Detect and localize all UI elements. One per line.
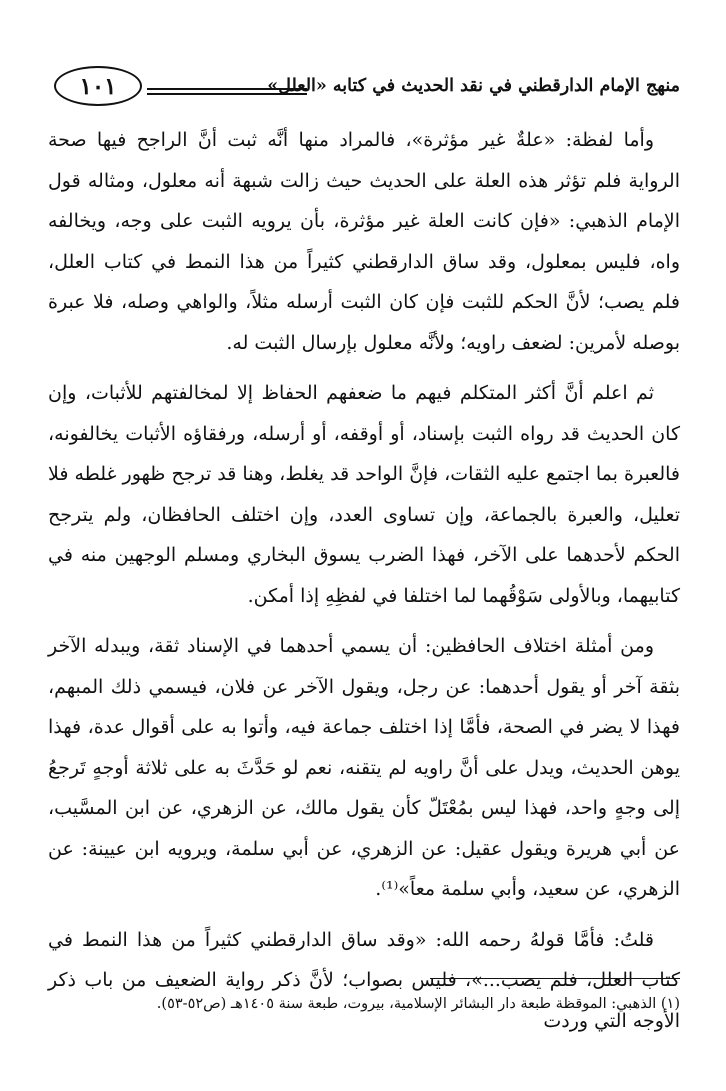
paragraph: ومن أمثلة اختلاف الحافظين: أن يسمي أحدهما في الإسناد ثقة، ويبدله الآخر بثقة آخر أو يقول أحدهما: عن رجل، ويقول الآخر عن فلان، فيسمي ذلك المبهم، فهذا لا يضر في الصحة، فأمَّا إذا اختلف جماعة فيه، وأتوا به على أقوال عدة، فهذا يوهن الحديث، ويدل على أنَّ راويه لم يتقنه، نعم لو حَدَّثَ به على ثلاثة أوجهٍ تَرجعُ إلى وجهٍ واحد، فهذا ليس بمُعْتَلّ كأن يقول مالك، عن الزهري، عن ابن المسَّيب، عن أبي هريرة ويقول عقيل: عن الزهري، عن أبي سلمة، ويرويه ابن عيينة: عن الزهري، عن سعيد، وأبي سلمة معاً»⁽¹⁾. (48, 635, 680, 900)
page-number: ١٠١ (54, 66, 142, 106)
paragraph: ثم اعلم أنَّ أكثر المتكلم فيهم ما ضعفهم الحفاظ إلا لمخالفتهم للأثبات، وإن كان الحديث قد رواه الثبت بإسناد، أو أوقفه، أو أرسله، ورفقاؤه الأثبات يخالفونه، فالعبرة بما اجتمع عليه الثقات، فإنَّ الواحد قد يغلط، وهنا قد ترجح ظهور غلطه فلا تعليل، والعبرة بالجماعة، وإن تساوى العدد، وإن اختلف الحافظان، ولم يترجح الحكم لأحدهما على الآخر، فهذا الضرب يسوق البخاري ومسلم الوجهين منه في كتابيهما، وبالأولى سَوْقُهما لما اختلفا في لفظِهِ إذا أمكن. (48, 382, 680, 607)
paragraph: قلتُ: فأمَّا قولهُ رحمه الله: «وقد ساق الدارقطني كثيراً من هذا النمط في كتاب العلل، فلم يصب...»، فليس بصواب؛ لأنَّ ذكر رواية الضعيف من باب ذكر الأوجه التي وردت (48, 928, 680, 1032)
footnote-separator (430, 978, 680, 979)
footnote: (١) الذهبي: الموقظة طبعة دار البشائر الإسلامية، بيروت، طبعة سنة ١٤٠٥هـ (ص٥٢-٥٣). (156, 996, 680, 1012)
header-title: منهج الإمام الدارقطني في نقد الحديث في كتابه «العلل» (267, 76, 680, 96)
main-text (48, 120, 680, 1051)
running-header (52, 64, 680, 114)
paragraph: وأما لفظة: «علةٌ غير مؤثرة»، فالمراد منها أنَّه ثبت أنَّ الراجح فيها صحة الرواية فلم تؤثر هذه العلة على الحديث حيث زالت شبهة أنه معلول، ومثاله قول الإمام الذهبي: «فإن كانت العلة غير مؤثرة، بأن يرويه الثبت على وجه، ويخالفه واه، فليس بمعلول، وقد ساق الدارقطني كثيراً من هذا النمط في كتاب العلل، فلم يصب؛ لأنَّ الحكم للثبت فإن كان الثبت أرسله مثلاً، والواهي وصله، فلا عبرة بوصله لأمرين: لضعف راويه؛ ولأنَّه معلول بإرسال الثبت له. (48, 129, 680, 354)
header-double-rule (147, 88, 307, 95)
